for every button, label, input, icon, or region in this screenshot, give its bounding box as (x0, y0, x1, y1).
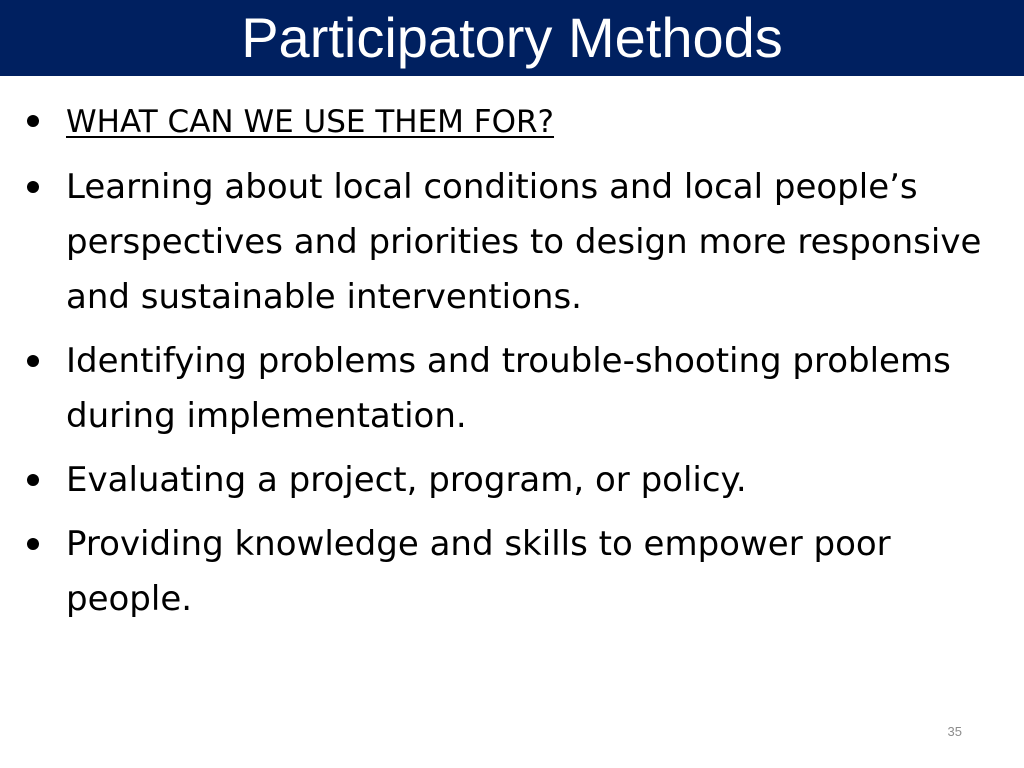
slide-title: Participatory Methods (241, 6, 783, 69)
bullet-dot-icon (27, 115, 39, 127)
bullet-list (0, 96, 1024, 636)
bullet-dot-icon (27, 181, 39, 193)
page-number: 35 (947, 724, 962, 739)
bullet-dot-icon (27, 474, 39, 486)
bullet-item-identifying (0, 334, 1024, 444)
bullet-item-heading (0, 96, 1024, 148)
bullet-text: Identifying problems and trouble-shooting problems during implementation. (66, 341, 951, 436)
bullet-item-evaluating (0, 453, 1024, 508)
bullet-heading-text: WHAT CAN WE USE THEM FOR? (66, 104, 555, 140)
bullet-dot-icon (27, 538, 39, 550)
bullet-dot-icon (27, 355, 39, 367)
bullet-item-providing (0, 517, 1024, 627)
bullet-item-learning (0, 160, 1024, 325)
bullet-text: Evaluating a project, program, or policy. (66, 460, 747, 500)
title-bar (0, 0, 1024, 76)
bullet-text: Providing knowledge and skills to empower poor people. (66, 524, 891, 619)
bullet-text: Learning about local conditions and local people’s perspectives and priorities to design more responsive and sustainable interventions. (66, 167, 982, 317)
